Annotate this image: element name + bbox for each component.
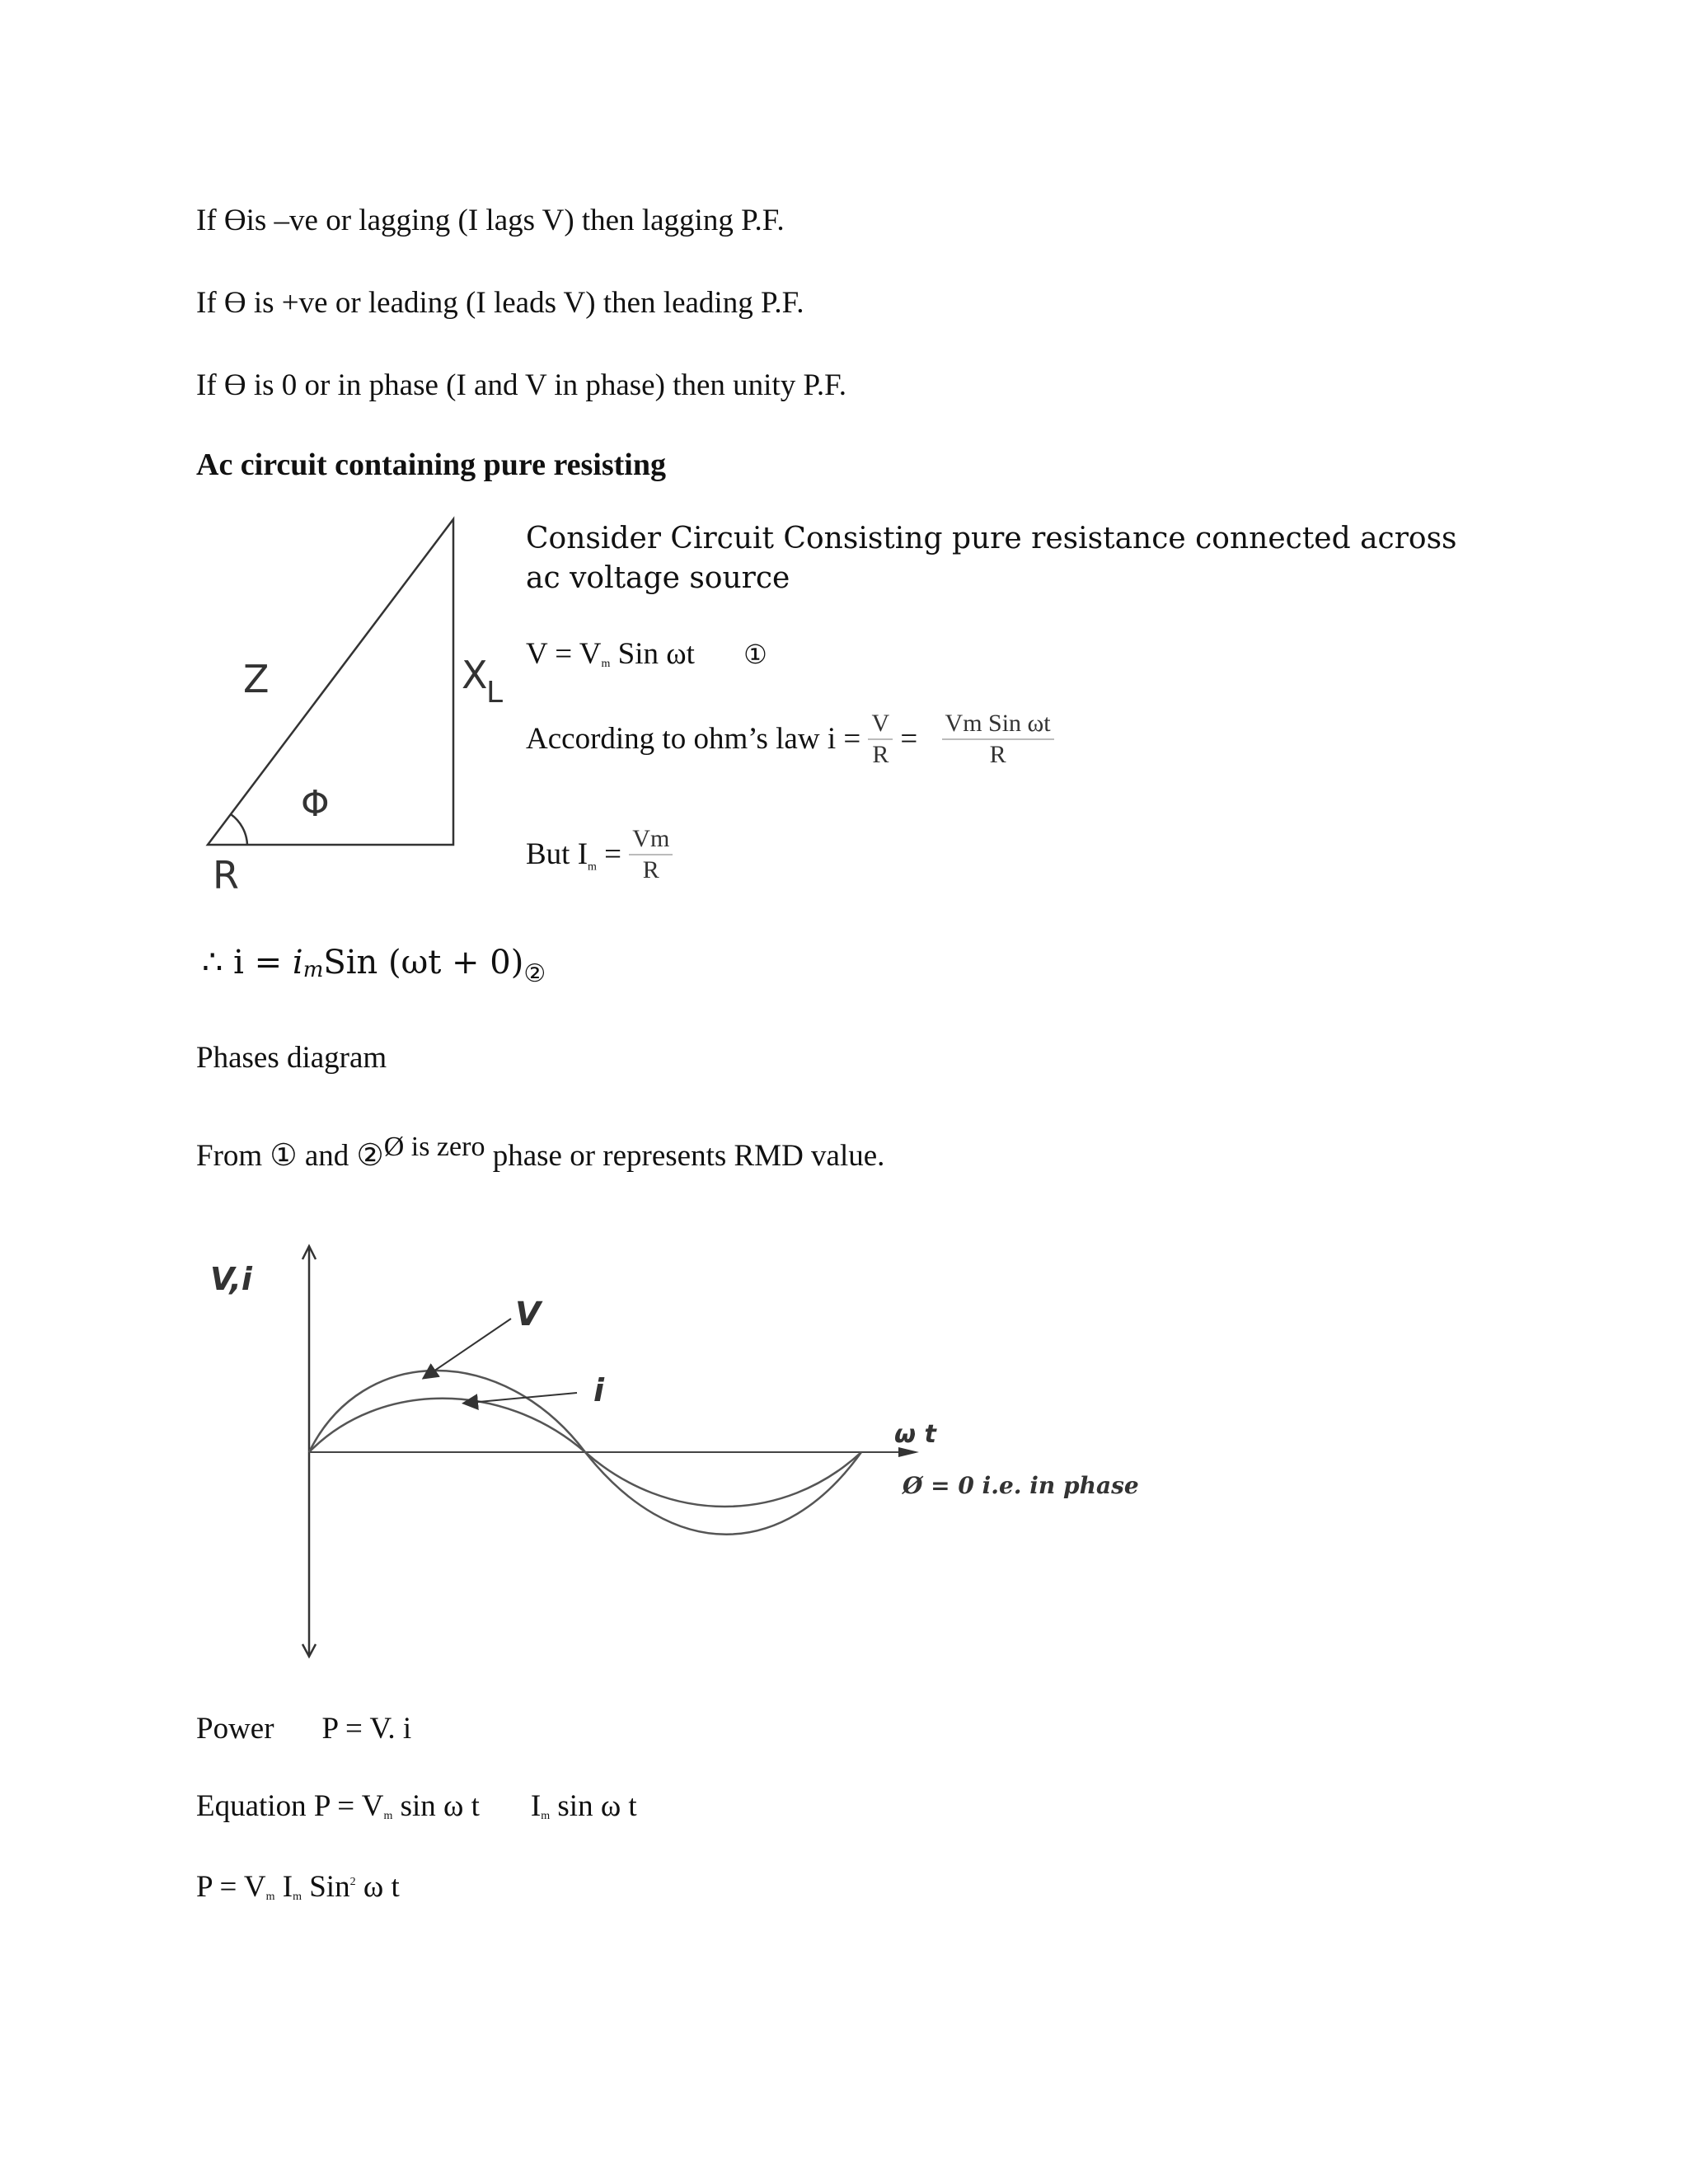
- ohm-frac2: [942, 709, 1054, 770]
- ohm-frac1-num: V: [868, 709, 893, 740]
- power-eq: P = V. i: [321, 1712, 412, 1746]
- equation-2: [202, 944, 546, 988]
- ohm-frac1: [868, 709, 893, 770]
- but-frac-num: Vm: [629, 824, 673, 855]
- final-sub2: m: [293, 1891, 302, 1903]
- eq2-rest: Sin (ωt + 0): [323, 944, 524, 982]
- from-rest: phase or represents RMD value.: [485, 1139, 885, 1173]
- ohm-frac2-den: R: [989, 741, 1006, 768]
- impedance-triangle: [190, 511, 536, 898]
- eq2-im: i: [292, 944, 303, 982]
- equation-sub1: m: [383, 1810, 393, 1822]
- x-axis-label: ω t: [894, 1420, 936, 1449]
- final-sup: 2: [349, 1876, 356, 1888]
- section-heading: Ac circuit containing pure resisting: [196, 448, 666, 482]
- text-leading: If Ɵ is +ve or leading (I leads V) then leading P.F.: [196, 286, 804, 320]
- equation-final: [196, 1864, 400, 1915]
- power-label: Power: [196, 1712, 274, 1746]
- triangle-label-phi: Φ: [301, 783, 330, 825]
- ohm-frac1-den: R: [872, 741, 889, 768]
- i-pointer: [470, 1393, 577, 1403]
- equation-i-rest: sin ω t: [550, 1789, 637, 1823]
- y-axis-label: V,i: [210, 1261, 252, 1297]
- but-frac: [629, 824, 673, 885]
- triangle-label-z: Z: [243, 657, 270, 701]
- eq2-therefore: ∴ i =: [202, 944, 293, 982]
- power-line: [196, 1711, 411, 1747]
- ohm-text: According to ohm’s law i =: [526, 722, 869, 756]
- current-label: i: [593, 1372, 605, 1408]
- text-unity: If Ɵ is 0 or in phase (I and V in phase) then unity P.F.: [196, 368, 847, 402]
- equation-text: Equation P = V: [196, 1789, 384, 1823]
- triangle-label-r: R: [213, 853, 239, 898]
- voltage-label: V: [515, 1296, 541, 1333]
- final-sub1: m: [265, 1891, 275, 1903]
- but-frac-den: R: [642, 856, 659, 883]
- triangle-label-x: X: [462, 653, 488, 697]
- final-rest: ω t: [355, 1870, 400, 1904]
- equation-sub2: m: [541, 1810, 551, 1822]
- but-eq: =: [596, 837, 630, 871]
- from-small: Ø is zero: [383, 1132, 485, 1162]
- ohm-frac2-num: Vm Sin ωt: [942, 709, 1054, 740]
- final-i: I: [274, 1870, 293, 1904]
- waveform-graph: [190, 1236, 1261, 1681]
- eq2-im-sub: m: [302, 958, 324, 982]
- eq1-rhs: Sin ωt: [610, 637, 695, 671]
- text-consider-2: ac voltage source: [526, 561, 790, 595]
- eq1-mark: ①: [743, 639, 767, 670]
- eq2-mark: ②: [523, 959, 546, 988]
- equation-mid: sin ω t: [392, 1789, 480, 1823]
- angle-arc: [231, 814, 247, 845]
- text-consider-1: Consider Circuit Consisting pure resistance connected across: [526, 522, 1457, 555]
- equation-power: [196, 1788, 637, 1835]
- ohm-law: [526, 709, 1054, 770]
- but-text: But I: [526, 837, 588, 871]
- final-p: P = V: [196, 1870, 266, 1904]
- triangle-label-x-sub: L: [486, 676, 504, 710]
- eq1-lhs: V = V: [526, 637, 602, 671]
- ohm-eq: =: [893, 722, 926, 756]
- equation-i-text: I: [530, 1789, 542, 1823]
- eq1-sub: m: [601, 658, 611, 670]
- but-im: [526, 824, 673, 885]
- final-sin: Sin: [301, 1870, 350, 1904]
- text-from: [196, 1129, 884, 1174]
- phase-note: Ø = 0 i.e. in phase: [903, 1472, 1139, 1499]
- text-lagging: If Ɵis –ve or lagging (I lags V) then lagging P.F.: [196, 204, 785, 237]
- from-text: From ① and ②: [196, 1139, 384, 1173]
- text-phases-diagram: Phases diagram: [196, 1041, 387, 1075]
- v-pointer: [429, 1319, 511, 1375]
- but-sub: m: [588, 860, 597, 874]
- equation-1: [526, 636, 767, 682]
